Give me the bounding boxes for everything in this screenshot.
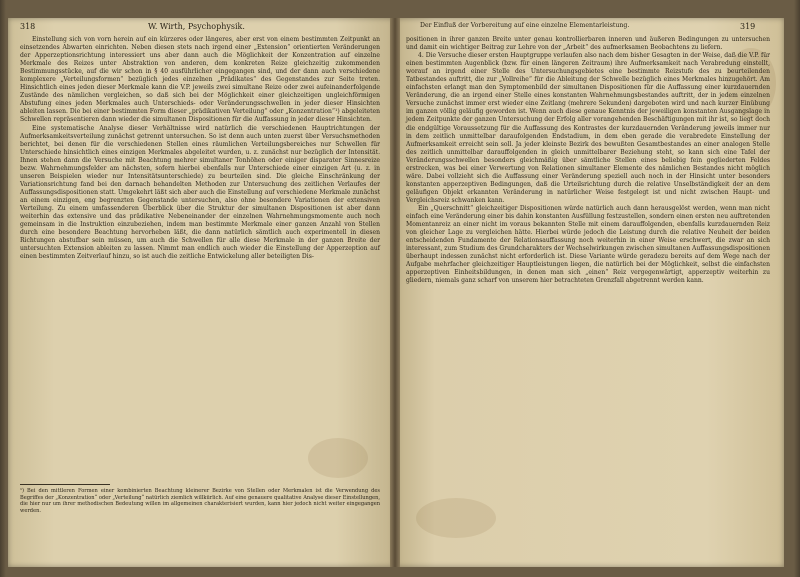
- right-paragraph-3: Ein „Querschnitt“ gleichzeitiger Dispositionen würde natürlich auch dann herausgelöst werden, wenn man nicht einfach eine Veränderung einer bis dahin konstanten Ausfüllung festzustellen, sondern einen ersten neu auftretenden Momentanreiz an einer nicht im voraus bekannten Stelle mit einem darauffolgenden, ebenfalls kurzdauernden Reiz von gleicher Lage zu vergleichen hätte. Hierbei würde jedoch die Leistung durch die relative Neuheit der beiden entscheidenden Fundamente der Relationsauffassung noch weiterhin in einer Weise erschwert, die zwar an sich interessant, zum Studium des Grundcharakters der Wechselwirkungen zwischen simultanen Auffassungsdispositionen überhaupt indessen zunächst nicht erforderlich ist. Diese Variante würde geradezu bereits auf dem Wege nach der Aufgabe mehrfacher gleichzeitiger Hauptleistungen liegen, die natürlich bei der Möglichkeit, selbst die einfachsten apperzeptiven Einheitsbildungen, in denen man sich „einen“ Reiz vergegenwärtigt, apperzeptiv weiterhin zu gliedern, niemals ganz scharf von unserem hier betrachteten Grenzfall abgetrennt werden kann.: [406, 204, 770, 285]
- left-paragraph-1: Einstellung sich von vorn herein auf ein kürzeres oder längeres, aber erst von einem bestimmten Zeitpunkt an einsetzendes Abwarten einrichten. Neben diesen stets nach irgend einer „Extension“ orientierten Veränderungen der Apperzeptionsrichtung interessiert uns aber dann auch die Möglichkeit der Konzentration auf einzelne Merkmale des Reizes unter Abstraktion von anderen, dem konkreten Reize gleichzeitig zukommenden Bestimmungsstücke, auf die wir schon in § 40 ausführlicher eingegangen sind, und der dann auch verschiedene komplexere „Verteilungsformen“ bezüglich jedes einzelnen „Prädikates“ des Gegenstandes zur Seite treten. Hinsichtlich eines jeden dieser Merkmale kann die V.P. jeweils zwei simultane Reize oder zwei aufeinanderfolgende Zustände des nämlichen vergleichen, so daß sich bei der Möglichkeit einer gleichzeitigen ungleichförmigen Abstufung eines jeden Merkmales auch Unterschieds- oder Veränderungsschwellen in jeder dieser Hinsichten ableiten lassen. Die bei einer bestimmten Form dieser „prädikativen Verteilung“ oder „Konzentration“¹) abgeleiteten Schwellen repräsentieren dann wieder die simultanen Dispositionen für die Auffassung in jeder dieser Hinsichten.: [20, 36, 380, 124]
- right-page-body: [406, 36, 770, 285]
- right-paragraph-2: 4. Die Versuche dieser ersten Hauptgruppe verlaufen also nach dem bisher Gesagten in der Weise, daß die V.P. für einen bestimmten Augenblick (bzw. für einen längeren Zeitraum) ihre Aufmerksamkeit nach Verabredung einstellt, worauf an irgend einer Stelle des Untersuchungsgebietes eine bestimmte Reizstufe des zu beurteilenden Tatbestandes auftritt, die zur „Vollreihe“ für die Ableitung der Schwelle bezüglich eines Merkmales hinzugehört. Am einfachsten erlangt man den Symptomenbild der simultanen Dispositionen für die Auffassung einer kurzdauernden Veränderung, die an irgend einer Stelle eines konstanten Wahrnehmungsbestandes auftritt, der in jedem einzelnen Versuche zunächst immer erst wieder eine Zeitlang (mehrere Sekunden) dargeboten wird und nach kurzer Einübung im ganzen völlig geläufig geworden ist. Wenn auch diese genaue Kenntnis der jeweiligen konstanten Ausgangslage in jedem Zeitpunkte der ganzen Untersuchung der Erfolg aller vorangehenden Beschäftigungen mit ihr ist, so liegt doch die endgültige Voraussetzung für die Auffassung des Kontrastes der kurzdauernden Veränderung jeweils immer nur in dem zeitlich unmittelbar daraufolgenden Endstadium, in dem eben gerade die verabredete Einstellung der Aufmerksamkeit erreicht sein soll. Ja jeder kleinste Bezirk des bewußten Gesamtbestandes an einer analogen Stelle des zeitlich unmittelbar darauffolgenden in gleich unmittelbarer Beziehung steht, so kann sich eine Tafel der Veränderungsschwellen besonders gleichmäßig über sämtliche Stellen eines beliebig fein gegliederten Feldes erstrecken, was bei einer Verwertung von Relationen simultaner Elemente des nämlichen Bestandes nicht möglich wäre. Dabei vollzieht sich die Auffassung einer Veränderung speziell auch noch in der Hinsicht unter besonders konstanten apperzeptiven Bedingungen, daß die Urteilsrichtung durch die relative Unselbständigkeit der an dem geläufigen Objekt erkannten Veränderung in natürlicher Weise festgelegt ist und nicht zwischen Haupt- und Vergleichsreiz schwanken kann.: [406, 52, 770, 204]
- left-running-head: W. Wirth, Psychophysik.: [148, 22, 245, 31]
- right-page-number: 319: [740, 22, 756, 31]
- footnote-rule: [20, 484, 110, 485]
- paper-stain: [308, 438, 368, 478]
- book-gutter: [390, 18, 400, 567]
- left-page-number: 318: [20, 22, 36, 31]
- paper-stain: [416, 498, 496, 538]
- left-footnote: ¹) Bei den mittleren Formen einer kombinierten Beachtung kleinerer Bezirke von Stellen oder Merkmalen ist die Verwendung des Begriffes der „Konzentration“ oder „Verteilung“ natürlich ziemlich willkürlich. Auf eine genauere qualitative Analyse dieser Einstellungen, die hier nur um ihrer methodischen Bedeutung willen im allgemeinen charakterisiert wurden, kann hier jedoch nicht weiter eingegangen werden.: [20, 488, 380, 514]
- right-running-head: Der Einfluß der Vorbereitung auf eine einzelne Elementarleistung.: [420, 22, 630, 29]
- left-page-body: [20, 36, 380, 261]
- right-paragraph-1: positionen in ihrer ganzen Breite unter genau kontrollierbaren inneren und äußeren Bedingungen zu untersuchen und damit ein wichtiger Beitrag zur Lehre von der „Arbeit“ des aufmerksamen Beobachtens zu liefern.: [406, 36, 770, 52]
- left-paragraph-2: Eine systematische Analyse dieser Verhältnisse wird natürlich die verschiedenen Hauptrichtungen der Aufmerksamkeitsverteilung zunächst getrennt untersuchen. So ist denn auch unten zuerst über Versuchsmethoden berichtet, bei denen für die verschiedenen Stellen eines räumlichen Verteilungsbereiches nur Schwellen für Unterschiede hinsichtlich eines einzigen Merkmales abgeleitet wurden, u. z. zunächst nur bezüglich der Intensität. Ihnen stehen dann die Versuche mit Beachtung mehrer simultaner Tonhöhen oder einiger disparater Sinnesreize bezw. Wahrnehmungsfelder am nächsten, sofern hierbei ebenfalls nur Unterschiede einer einzigen Art (u. z. in unseren Beispielen wieder nur Intensitätsunterschiede) zu beurteilen sind. Die gleiche Einschränkung der Variationsrichtung fand bei den darnach behandelten Methoden zur Untersuchung des zeitlichen Verlaufes der Auffassungsdispositionen statt. Umgekehrt läßt sich aber auch die Einstellung auf verschiedene Merkmale zunächst an einem einzigen, eng begrenzten Gegenstande untersuchen, also ohne besondere Variationen der extensiven Verteilung. Zu einem umfassenderen Überblick über die Struktur der simultanen Dispositionen ist aber dann weiterhin das extensive und das prädikative Nebeneinander der einzelnen Wahrnehmungsmomente auch noch gemeinsam in die Instruktion einzubeziehen, indem man bestimmte Merkmale einer ganzen Anzahl von Stellen durch eine besondere Beachtung hervorheben läßt, die dann natürlich sämtlich auch experimentell in diesen Richtungen abstufbar sein müssen, um auch die Schwellen für alle diese Merkmale in der ganzen Breite der untersuchten Extension ableiten zu lassen. Nimmt man endlich auch wieder die Einstellung der Apperzeption auf einen bestimmten Zeitverlauf hinzu, so ist auch die zeitliche Entwickelung aller beteiligten Dis-: [20, 124, 380, 261]
